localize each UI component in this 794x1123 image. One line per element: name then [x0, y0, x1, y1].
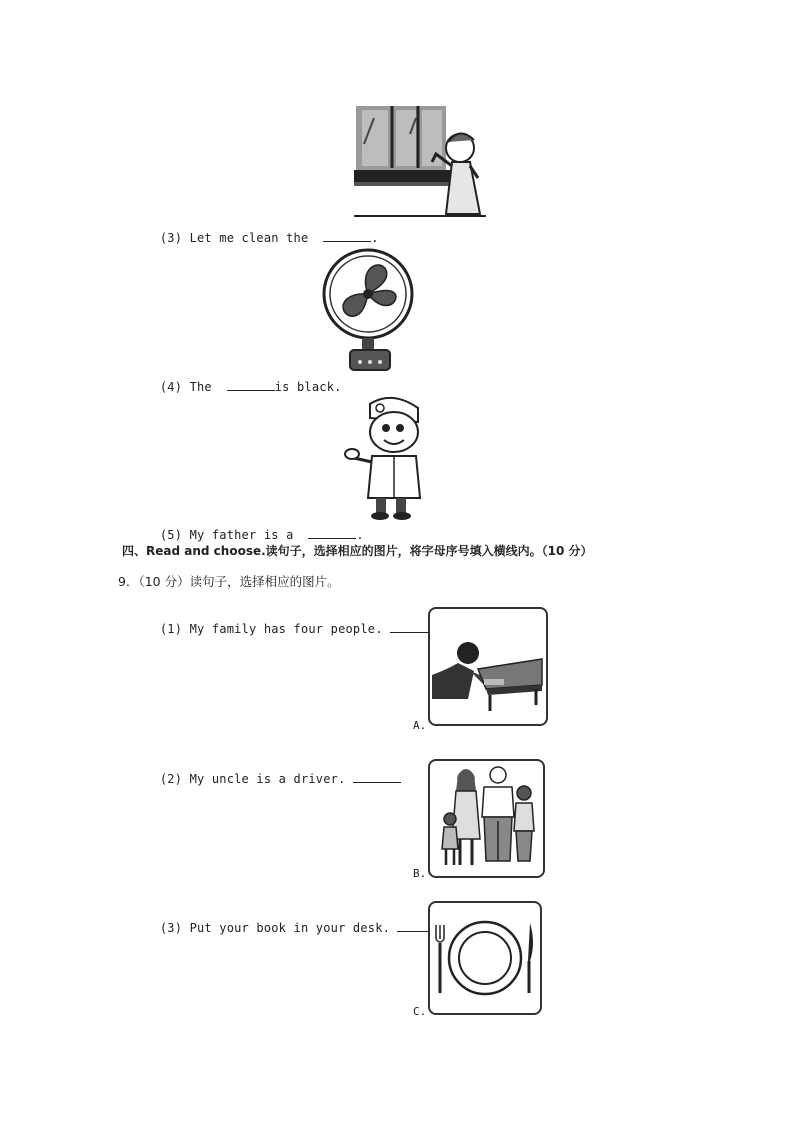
section-index: 四、 — [122, 544, 147, 558]
question-points: （10 分） — [138, 574, 190, 589]
item-text-end: . — [356, 528, 364, 542]
answer-blank[interactable] — [323, 230, 371, 242]
section-instruction: 读句子，选择相应的图片，将字母序号填入横线内。（10 分） — [265, 544, 593, 558]
doctor-image — [340, 394, 430, 522]
option-a-picture — [428, 607, 548, 726]
option-c-letter: C. — [413, 1005, 427, 1018]
item-text: Put your book in your desk. — [189, 921, 391, 935]
fill-item-4 — [145, 365, 342, 394]
answer-blank[interactable] — [353, 771, 401, 783]
item-text: The — [189, 380, 212, 394]
item-text-end: . — [371, 231, 379, 245]
option-a-letter: A. — [413, 719, 427, 732]
question-number: 9． — [118, 574, 139, 589]
section-title-en: Read and choose. — [146, 544, 266, 558]
answer-blank[interactable] — [227, 379, 275, 391]
plate-fork-knife-image — [430, 903, 540, 1013]
item-text: Let me clean the — [189, 231, 309, 245]
fill-item-3 — [145, 216, 379, 245]
item-text: My family has four people. — [189, 622, 383, 636]
choose-item-3 — [145, 906, 435, 935]
fill-item-5 — [145, 513, 364, 542]
question-9 — [118, 572, 340, 590]
item-text-end: is black. — [274, 380, 342, 394]
item-text: My father is a — [189, 528, 294, 542]
option-c-picture — [428, 901, 542, 1015]
answer-blank[interactable] — [308, 527, 356, 539]
item-text: My uncle is a driver. — [189, 772, 346, 786]
section-heading — [122, 542, 593, 559]
item-number: (3) — [159, 921, 183, 935]
item-number: (1) — [159, 622, 183, 636]
item-number: (3) — [159, 231, 183, 245]
choose-item-2 — [145, 757, 401, 786]
item-number: (2) — [159, 772, 183, 786]
option-b-picture — [428, 759, 545, 878]
item-number: (4) — [159, 380, 183, 394]
item-number: (5) — [159, 528, 183, 542]
choose-item-1 — [145, 607, 436, 636]
child-desk-image — [430, 609, 546, 724]
family-image — [430, 761, 543, 876]
question-text: 读句子，选择相应的图片。 — [189, 574, 340, 589]
fan-image — [320, 248, 420, 374]
window-cleaning-image — [352, 104, 488, 226]
option-b-letter: B. — [413, 867, 427, 880]
